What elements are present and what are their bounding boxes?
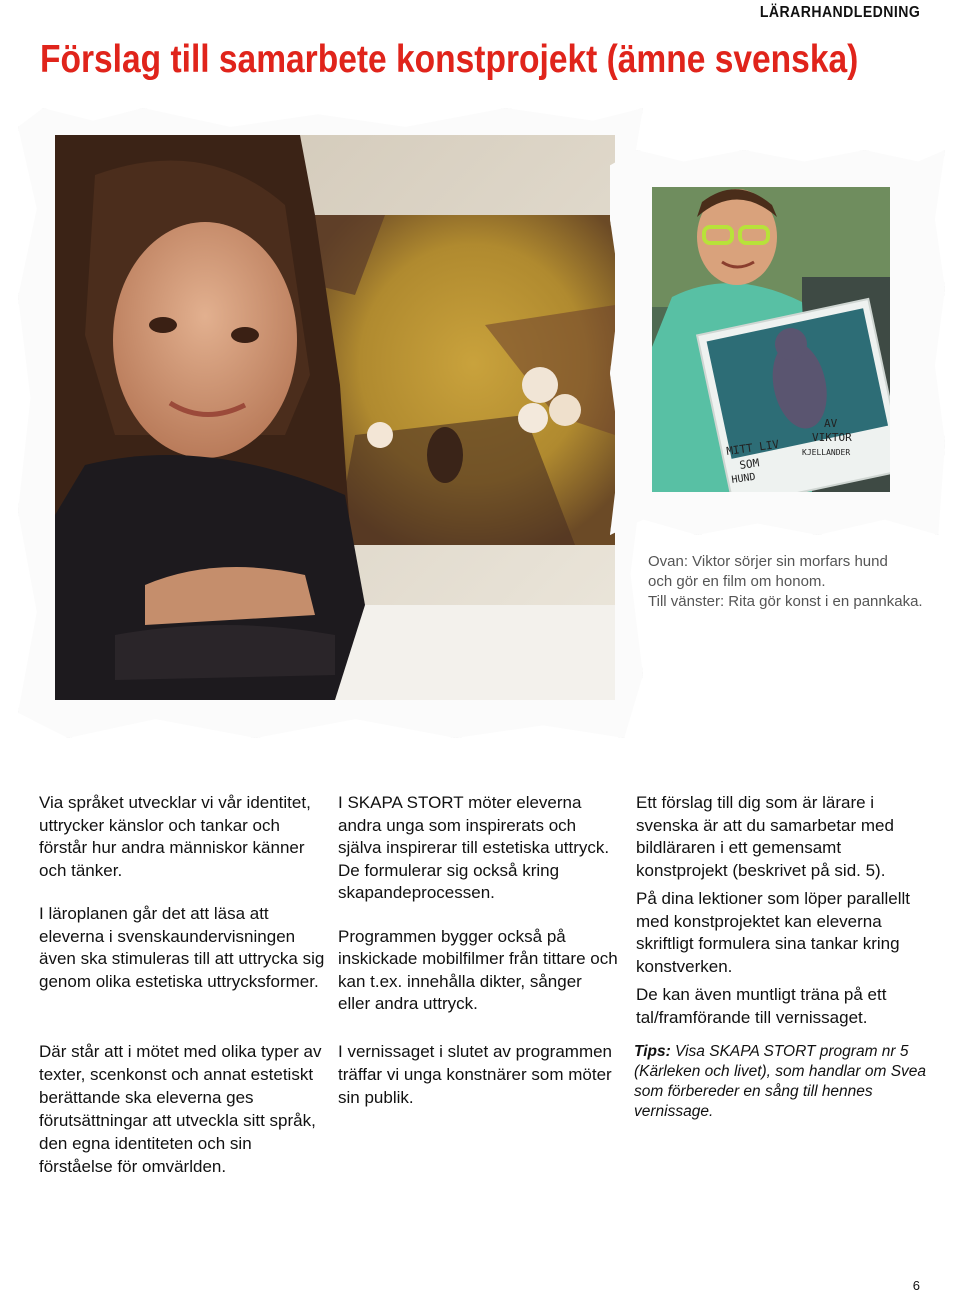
paragraph: I SKAPA STORT möter eleverna andra unga som inspirerats och själva inspirerar till estetiska uttryck. De formulerar sig också kring skapandeprocessen. <box>338 793 610 902</box>
section-label: LÄRARHANDLEDNING <box>759 4 920 21</box>
column-3 <box>636 792 926 1035</box>
paragraph: Där står att i mötet med olika typer av texter, scenkonst och annat estetiskt berättande ska eleverna ges förutsättningar att utveckla sitt språk, den egna identiteten och sin förståelse för omvärlden. <box>39 1042 322 1176</box>
page-number: 6 <box>912 1278 920 1293</box>
paragraph: De kan även muntligt träna på ett tal/framförande till vernissaget. <box>636 985 887 1027</box>
column-1 <box>39 792 329 1014</box>
tips-box <box>634 1042 934 1122</box>
sign-text-5: VIKTOR <box>812 431 852 444</box>
paragraph: På dina lektioner som löper parallellt med konstprojektet kan eleverna skriftligt formulera sina tankar kring konstverken. <box>636 889 911 976</box>
paragraph: Programmen bygger också på inskickade mobilfilmer från tittare och kan t.ex. innehålla dikter, sånger eller andra uttryck. <box>338 926 618 1013</box>
paragraph: I vernissaget i slutet av programmen träffar vi unga konstnärer som möter sin publik. <box>338 1042 613 1107</box>
column-2-lower <box>338 1040 618 1109</box>
caption-line: Till vänster: Rita gör konst i en pannkaka. <box>648 593 923 610</box>
column-2 <box>338 792 618 1037</box>
paragraph: Via språket utvecklar vi vår identitet, uttrycker känslor och tankar och förstår hur andra människor känner och tänker. <box>39 793 311 880</box>
sign-text-6: KJELLANDER <box>802 448 851 457</box>
sign-text-3: HUND <box>730 471 757 486</box>
sign-text-2: SOM <box>738 456 761 472</box>
column-1-lower <box>39 1040 329 1178</box>
tips-text: Visa SKAPA STORT program nr 5 (Kärleken och livet), som handlar om Svea som förbereder en sång till hennes vernissage. <box>634 1043 927 1120</box>
tips-label: Tips: <box>634 1043 671 1060</box>
sign-text-1: MITT LIV <box>725 437 780 458</box>
caption-line: och gör en film om honom. <box>648 573 826 590</box>
photo-boy-holding-picture <box>652 187 890 492</box>
paragraph: I läroplanen går det att läsa att eleverna i svenskaundervisningen även ska stimuleras till att uttrycka sig genom olika estetiska uttrycksformer. <box>39 904 325 991</box>
caption-line: Ovan: Viktor sörjer sin morfars hund <box>648 553 888 570</box>
paragraph: Ett förslag till dig som är lärare i svenska är att du samarbetar med bildläraren i ett gemensamt konstprojekt (beskrivet på sid. 5). <box>636 793 894 880</box>
sign-text-4: AV <box>824 417 838 430</box>
page-title: Förslag till samarbete konstprojekt (ämne svenska) <box>40 38 859 81</box>
photo-girl-with-pancake-art <box>55 135 615 700</box>
photo-caption <box>648 552 938 612</box>
